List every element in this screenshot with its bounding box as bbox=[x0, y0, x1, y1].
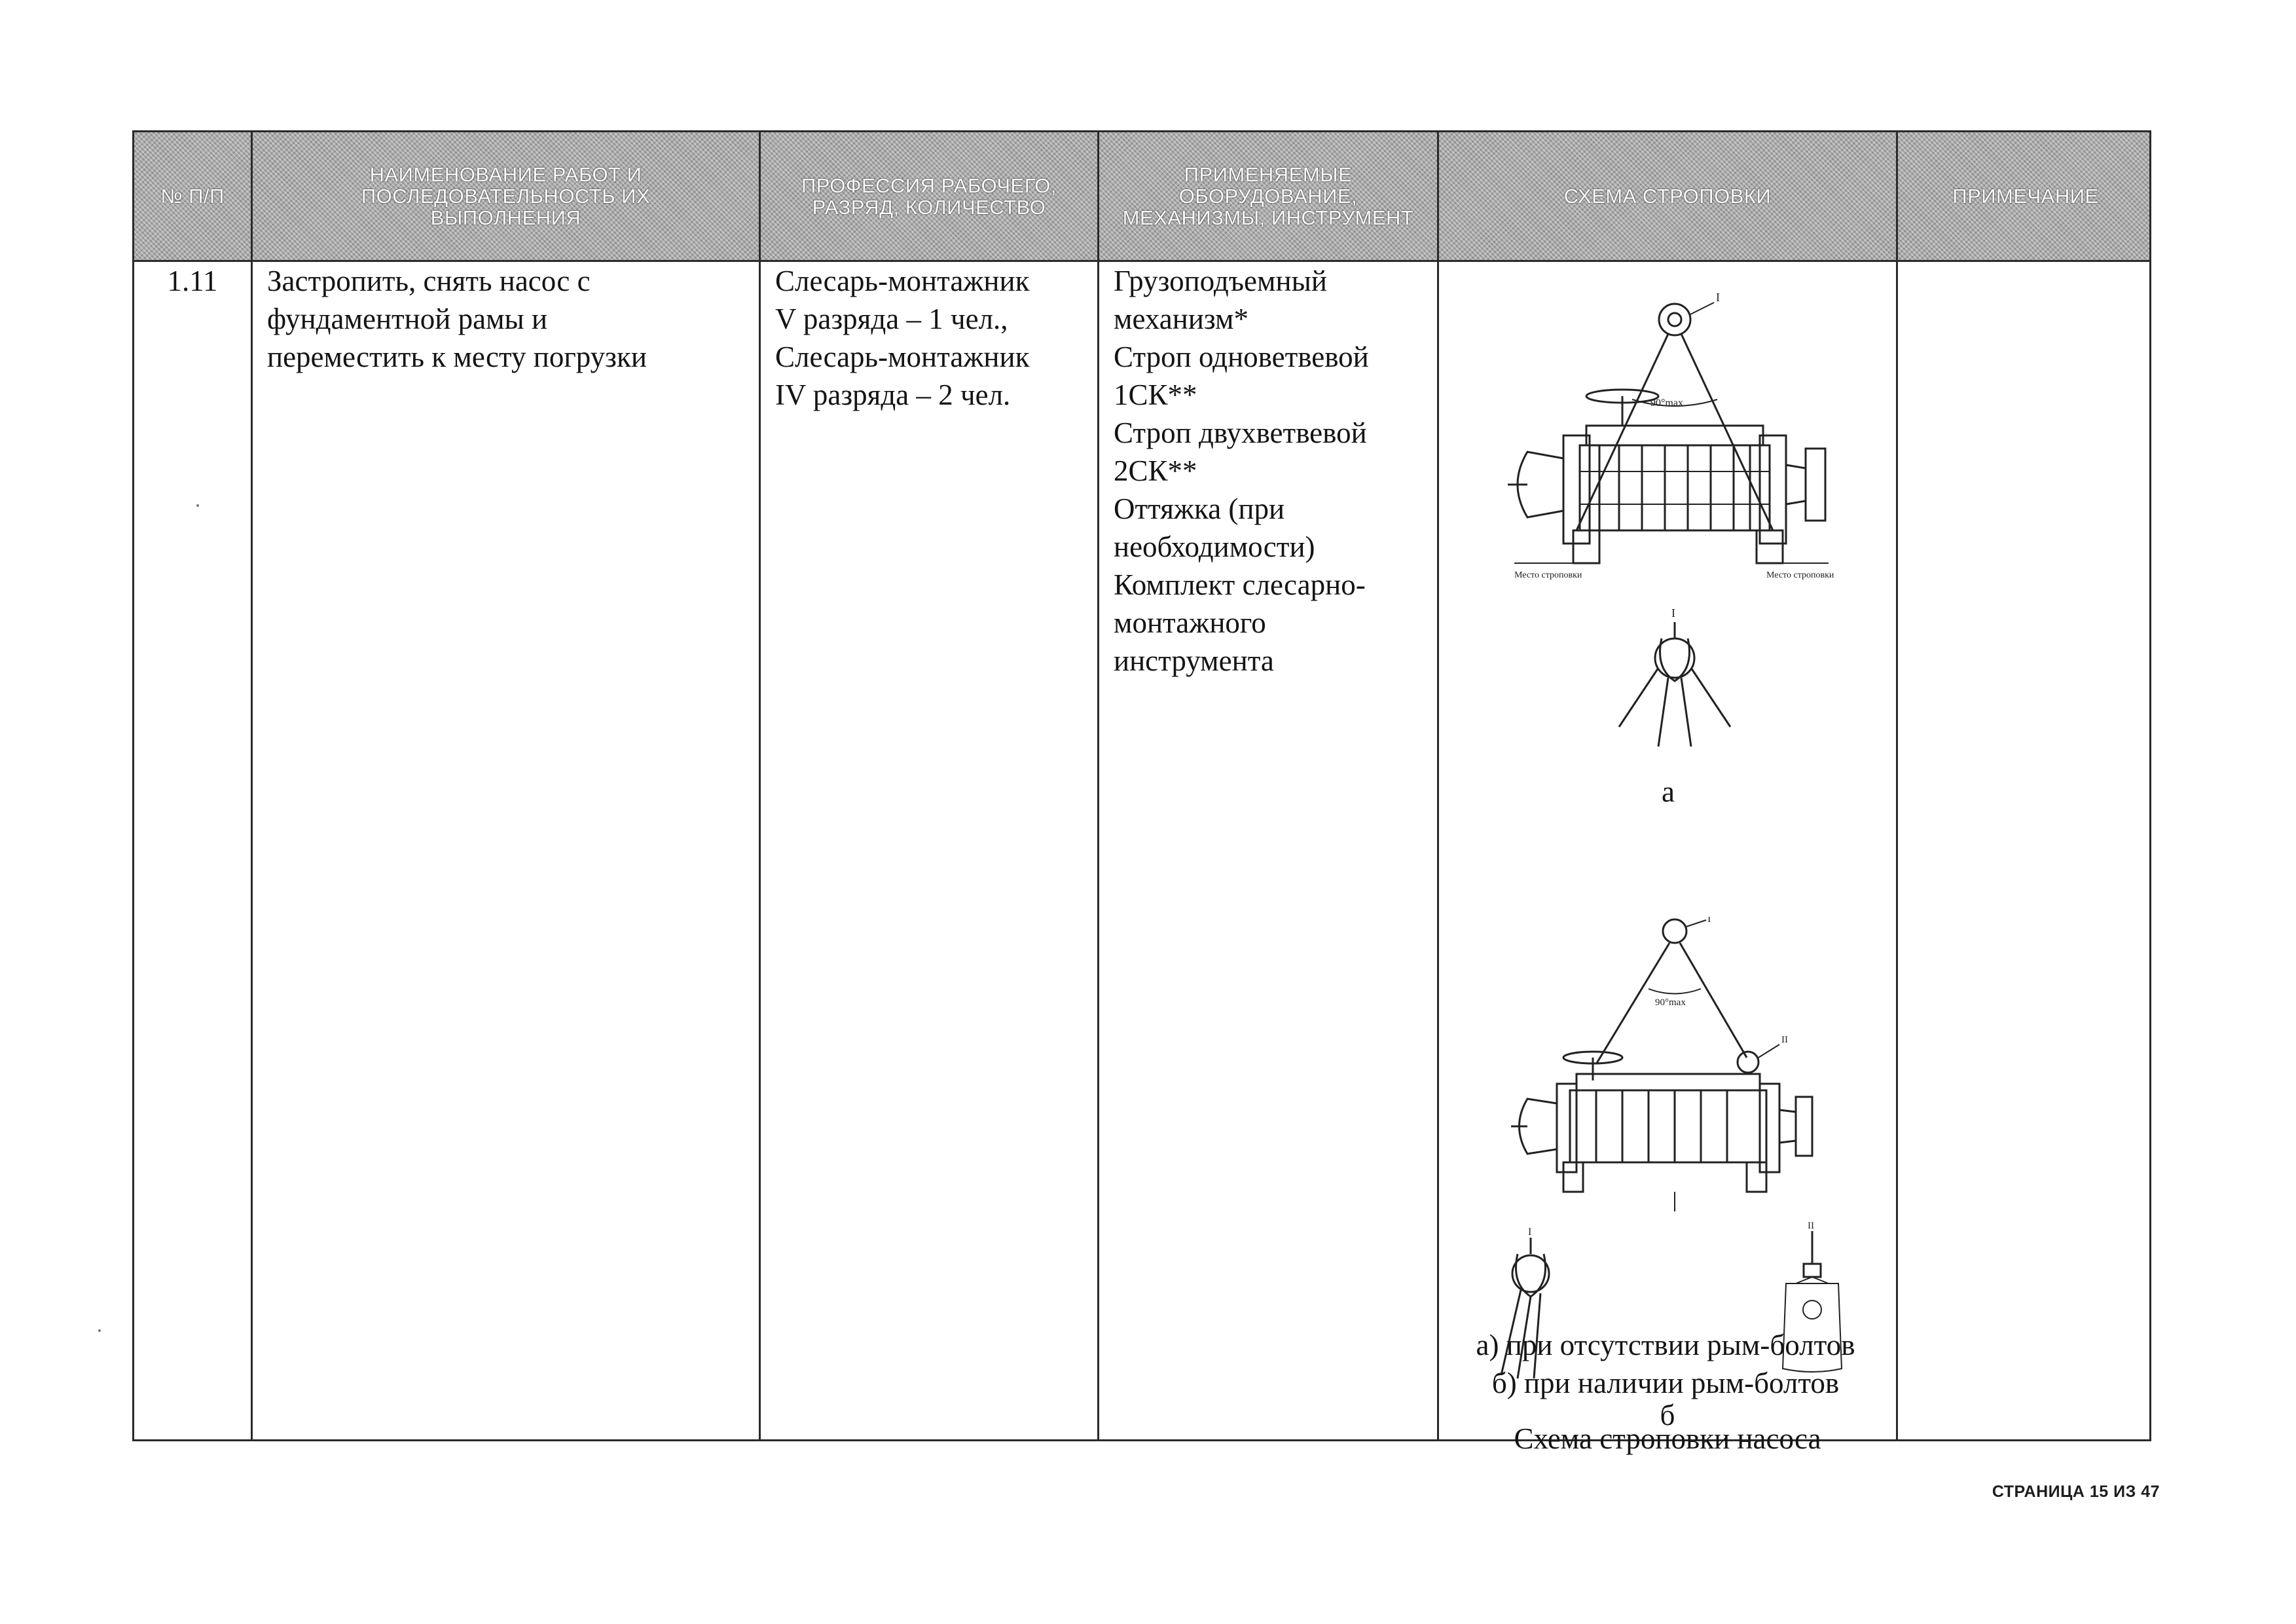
header-scheme: СХЕМА СТРОПОВКИ bbox=[1563, 185, 1772, 208]
column-divider bbox=[1896, 132, 1898, 1439]
detail-mark-a: I bbox=[1671, 606, 1675, 619]
sling-place-right: Место строповки bbox=[1766, 570, 1834, 580]
profession-line: IV разряда – 2 чел. bbox=[775, 378, 1011, 411]
work-table bbox=[132, 130, 2151, 1455]
slinging-diagram-a bbox=[1501, 275, 1835, 812]
page-number: СТРАНИЦА 15 ИЗ 47 bbox=[1992, 1483, 2160, 1501]
header-equipment: ПРИМЕНЯЕМЫЕ ОБОРУДОВАНИЕ, МЕХАНИЗМЫ, ИНСТРУМЕНТ bbox=[1122, 163, 1414, 229]
equipment-line: Грузоподъемный bbox=[1114, 265, 1327, 297]
slinging-scheme-cell bbox=[1439, 262, 1896, 1455]
angle-label-a: 90°max bbox=[1650, 397, 1683, 409]
eyebolt-mark: II bbox=[1781, 1035, 1788, 1045]
work-line: Застропить, снять насос с bbox=[267, 265, 591, 297]
hook-mark-a: I bbox=[1716, 291, 1720, 304]
profession-line: Слесарь-монтажник bbox=[775, 265, 1030, 297]
equipment-line: механизм* bbox=[1114, 303, 1249, 335]
header-num: № П/П bbox=[160, 185, 225, 208]
sling-place-left: Место строповки bbox=[1514, 570, 1582, 580]
header-work: НАИМЕНОВАНИЕ РАБОТ И ПОСЛЕДОВАТЕЛЬНОСТЬ ИХ ВЫПОЛНЕНИЯ bbox=[361, 163, 651, 229]
equipment-line: необходимости) bbox=[1114, 530, 1315, 563]
equipment-line: Строп одноветвевой bbox=[1114, 341, 1369, 373]
angle-label-b: 90°max bbox=[1655, 997, 1686, 1008]
work-line: переместить к месту погрузки bbox=[267, 341, 647, 373]
equipment-list bbox=[1099, 262, 1437, 680]
header-note: ПРИМЕЧАНИЕ bbox=[1952, 185, 2099, 208]
worker-profession bbox=[761, 262, 1097, 414]
row-number: 1.11 bbox=[167, 265, 218, 297]
hook-mark-b: I bbox=[1707, 917, 1711, 925]
equipment-line: инструмента bbox=[1114, 644, 1274, 677]
scheme-caption bbox=[1439, 1420, 1896, 1458]
equipment-line: Комплект слесарно- bbox=[1114, 568, 1366, 601]
equipment-line: Оттяжка (при bbox=[1114, 492, 1285, 525]
scheme-caption-items bbox=[1437, 1326, 1894, 1402]
profession-line: Слесарь-монтажник bbox=[775, 341, 1030, 373]
work-description bbox=[253, 262, 759, 376]
detail-mark-b-right: II bbox=[1808, 1221, 1814, 1231]
pump-drawing-a bbox=[1501, 275, 1835, 812]
equipment-line: монтажного bbox=[1114, 606, 1266, 639]
scan-speck bbox=[98, 1329, 101, 1332]
caption-line: б) при наличии рым-болтов bbox=[1491, 1367, 1840, 1399]
figure-a-label: а bbox=[1662, 775, 1675, 808]
equipment-line: 1СК** bbox=[1114, 378, 1197, 411]
caption-line: а) при отсутствии рым-болтов bbox=[1476, 1329, 1855, 1361]
work-line: фундаментной рамы и bbox=[267, 303, 548, 335]
detail-mark-b-left: I bbox=[1528, 1227, 1532, 1238]
scan-speck bbox=[196, 504, 199, 507]
caption-line: Схема строповки насоса bbox=[1514, 1422, 1821, 1455]
figure-b-label: б bbox=[1660, 1399, 1675, 1431]
header-profession: ПРОФЕССИЯ РАБОЧЕГО, РАЗРЯД, КОЛИЧЕСТВО bbox=[801, 174, 1057, 219]
equipment-line: 2СК** bbox=[1114, 454, 1197, 487]
profession-line: V разряда – 1 чел., bbox=[775, 303, 1008, 335]
equipment-line: Строп двухветвевой bbox=[1114, 416, 1367, 449]
table-header-row bbox=[134, 132, 2149, 262]
